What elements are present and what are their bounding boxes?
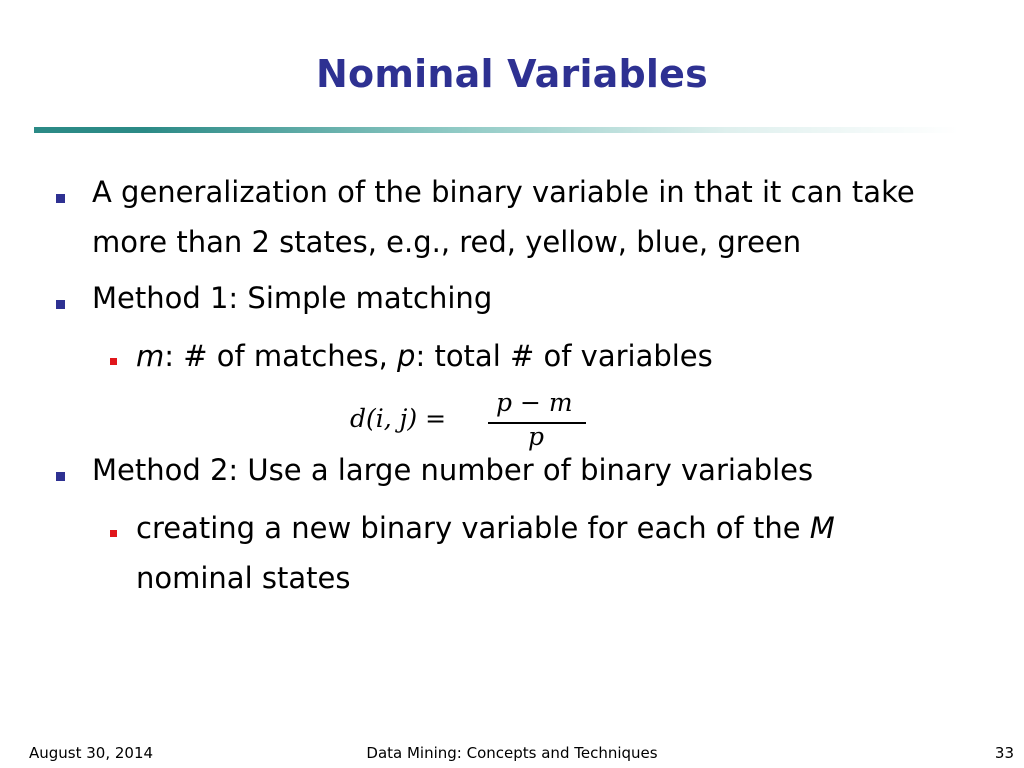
sub-bullet-text-2a	[136, 503, 835, 553]
bullet-text-1b: more than 2 states, e.g., red, yellow, blue, green	[92, 225, 802, 259]
text-part: : total # of variables	[415, 339, 713, 373]
formula-denominator: p	[528, 422, 545, 451]
footer-title: Data Mining: Concepts and Techniques	[366, 744, 658, 762]
slide-title: Nominal Variables	[316, 52, 708, 96]
bullet-text-2: Method 1: Simple matching	[92, 281, 493, 315]
bullet-marker	[56, 194, 65, 203]
title-divider	[34, 127, 959, 133]
footer-date: August 30, 2014	[29, 744, 154, 762]
sub-bullet-marker	[110, 530, 117, 537]
sub-bullet-marker	[110, 358, 117, 365]
sub-bullet-text-1	[136, 331, 713, 381]
var-p: p	[397, 339, 416, 373]
var-m: m	[136, 339, 165, 373]
bullet-text-1a: A generalization of the binary variable in that it can take	[92, 175, 915, 209]
var-M: M	[809, 511, 835, 545]
bullet-marker	[56, 472, 65, 481]
bullet-text-3: Method 2: Use a large number of binary variables	[92, 453, 814, 487]
text-part: creating a new binary variable for each of the	[136, 511, 810, 545]
page-number: 33	[994, 744, 1014, 762]
bullet-marker	[56, 300, 65, 309]
formula-numerator: p − m	[496, 388, 573, 417]
sub-bullet-text-2b: nominal states	[136, 561, 351, 595]
text-part: : # of matches,	[164, 339, 398, 373]
formula-lhs: d(i, j) =	[350, 404, 447, 433]
